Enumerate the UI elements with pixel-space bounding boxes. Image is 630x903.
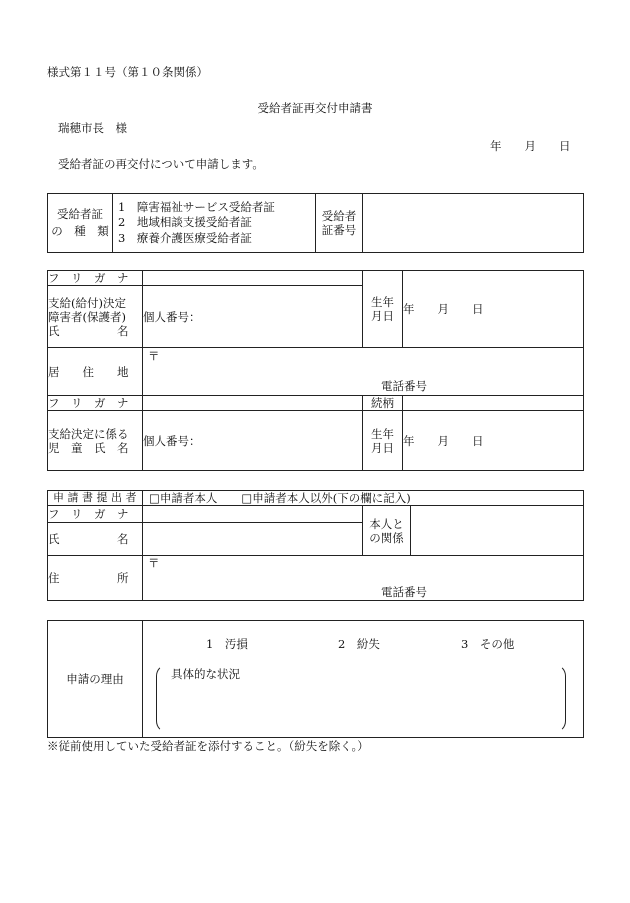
certificate-table (47, 193, 584, 253)
child-my-number-label: 個人番号： (143, 433, 201, 448)
child-name-label-line: 支給決定に係る (48, 426, 129, 441)
recipient-name-label-line: 支給(給付)決定 (48, 295, 126, 310)
postal-mark: 〒 (148, 556, 160, 570)
child-name-field[interactable] (143, 411, 363, 471)
child-birth-label-line: 月日 (371, 440, 394, 455)
applicant-address-label: 住 所 (48, 556, 143, 601)
footnote: ※従前使用していた受給者証を添付すること。（紛失を除く。） (47, 739, 369, 753)
reason-content (143, 621, 584, 738)
recipient-phone-label: 電話番号 (381, 379, 427, 393)
recipient-name-label-line: 氏 名 (48, 323, 129, 338)
certificate-number-label-line: 受給者 (321, 209, 357, 223)
child-name-label (48, 411, 143, 471)
form-number: 様式第１１号（第１０条関係） (47, 65, 208, 79)
recipient-furigana-field[interactable] (143, 271, 363, 286)
reason-label: 申請の理由 (48, 621, 143, 738)
recipient-name-field[interactable] (143, 286, 363, 348)
reason-detail-box[interactable] (156, 664, 566, 733)
reason-option-other[interactable]: 3 その他 (461, 637, 515, 651)
submitter-options (143, 491, 584, 506)
application-statement: 受給者証の再交付について申請します。 (58, 157, 264, 171)
recipient-birth-label-line: 月日 (371, 309, 394, 323)
recipient-name-label-line: 障害者(保護者) (48, 309, 126, 324)
certificate-type-label-line: 受給者証 (57, 207, 103, 221)
child-birth-label-line: 生年 (371, 426, 394, 441)
certificate-type-option[interactable]: 1 障害福祉サービス受給者証 (118, 199, 275, 214)
recipient-birth-date-field[interactable]: 年 月 日 (403, 271, 584, 348)
certificate-type-label-line: の 種 類 (51, 224, 109, 238)
applicant-name-field[interactable] (143, 523, 363, 556)
applicant-furigana-field[interactable] (143, 506, 363, 523)
recipient-table (47, 270, 584, 471)
child-furigana-label: フ リ ガ ナ (48, 396, 143, 411)
reason-option-soiled[interactable]: 1 汚損 (206, 637, 248, 651)
certificate-type-label (48, 194, 113, 253)
reason-detail-label: 具体的な状況 (171, 667, 240, 681)
certificate-type-option[interactable]: 3 療養介護医療受給者証 (118, 230, 252, 245)
certificate-number-field[interactable] (363, 194, 584, 253)
child-relation-label: 続柄 (363, 396, 403, 411)
certificate-type-option[interactable]: 2 地域相談支援受給者証 (118, 215, 252, 230)
child-birth-date-field[interactable]: 年 月 日 (403, 411, 584, 471)
child-name-label-line: 児 童 氏 名 (48, 440, 129, 455)
child-furigana-field[interactable] (143, 396, 363, 411)
child-relation-field[interactable] (403, 396, 584, 411)
recipient-address-field[interactable] (143, 348, 584, 396)
certificate-type-list (113, 194, 316, 253)
applicant-relation-label (363, 506, 411, 556)
recipient-birth-label-line: 生年 (371, 295, 394, 309)
reason-option-lost[interactable]: 2 紛失 (338, 637, 380, 651)
recipient-furigana-label: フ リ ガ ナ (48, 271, 143, 286)
applicant-relation-field[interactable] (411, 506, 584, 556)
child-birth-label (363, 411, 403, 471)
addressee: 瑞穂市長 様 (58, 121, 127, 135)
applicant-address-field[interactable] (143, 556, 584, 601)
recipient-address-label: 居 住 地 (48, 348, 143, 396)
recipient-name-label (48, 286, 143, 348)
recipient-birth-label (363, 271, 403, 348)
recipient-my-number-label: 個人番号： (143, 309, 201, 324)
applicant-furigana-label: フ リ ガ ナ (48, 506, 143, 523)
form-title: 受給者証再交付申請書 (257, 101, 373, 115)
submitter-other-checkbox[interactable]: □申請者本人以外(下の欄に記入) (241, 491, 411, 505)
reason-table (47, 620, 584, 738)
submitter-self-checkbox[interactable]: □申請者本人 (149, 491, 218, 505)
certificate-number-label (316, 194, 363, 253)
submitter-label: 申 請 書 提 出 者 (48, 491, 143, 506)
certificate-number-label-line: 証番号 (321, 223, 357, 237)
applicant-relation-label-line: の関係 (369, 530, 404, 545)
application-date[interactable]: 年 月 日 (490, 139, 571, 153)
postal-mark: 〒 (148, 349, 160, 363)
applicant-phone-label: 電話番号 (381, 585, 427, 599)
applicant-name-label: 氏 名 (48, 523, 143, 556)
applicant-relation-label-line: 本人と (369, 516, 404, 531)
applicant-table (47, 490, 584, 601)
